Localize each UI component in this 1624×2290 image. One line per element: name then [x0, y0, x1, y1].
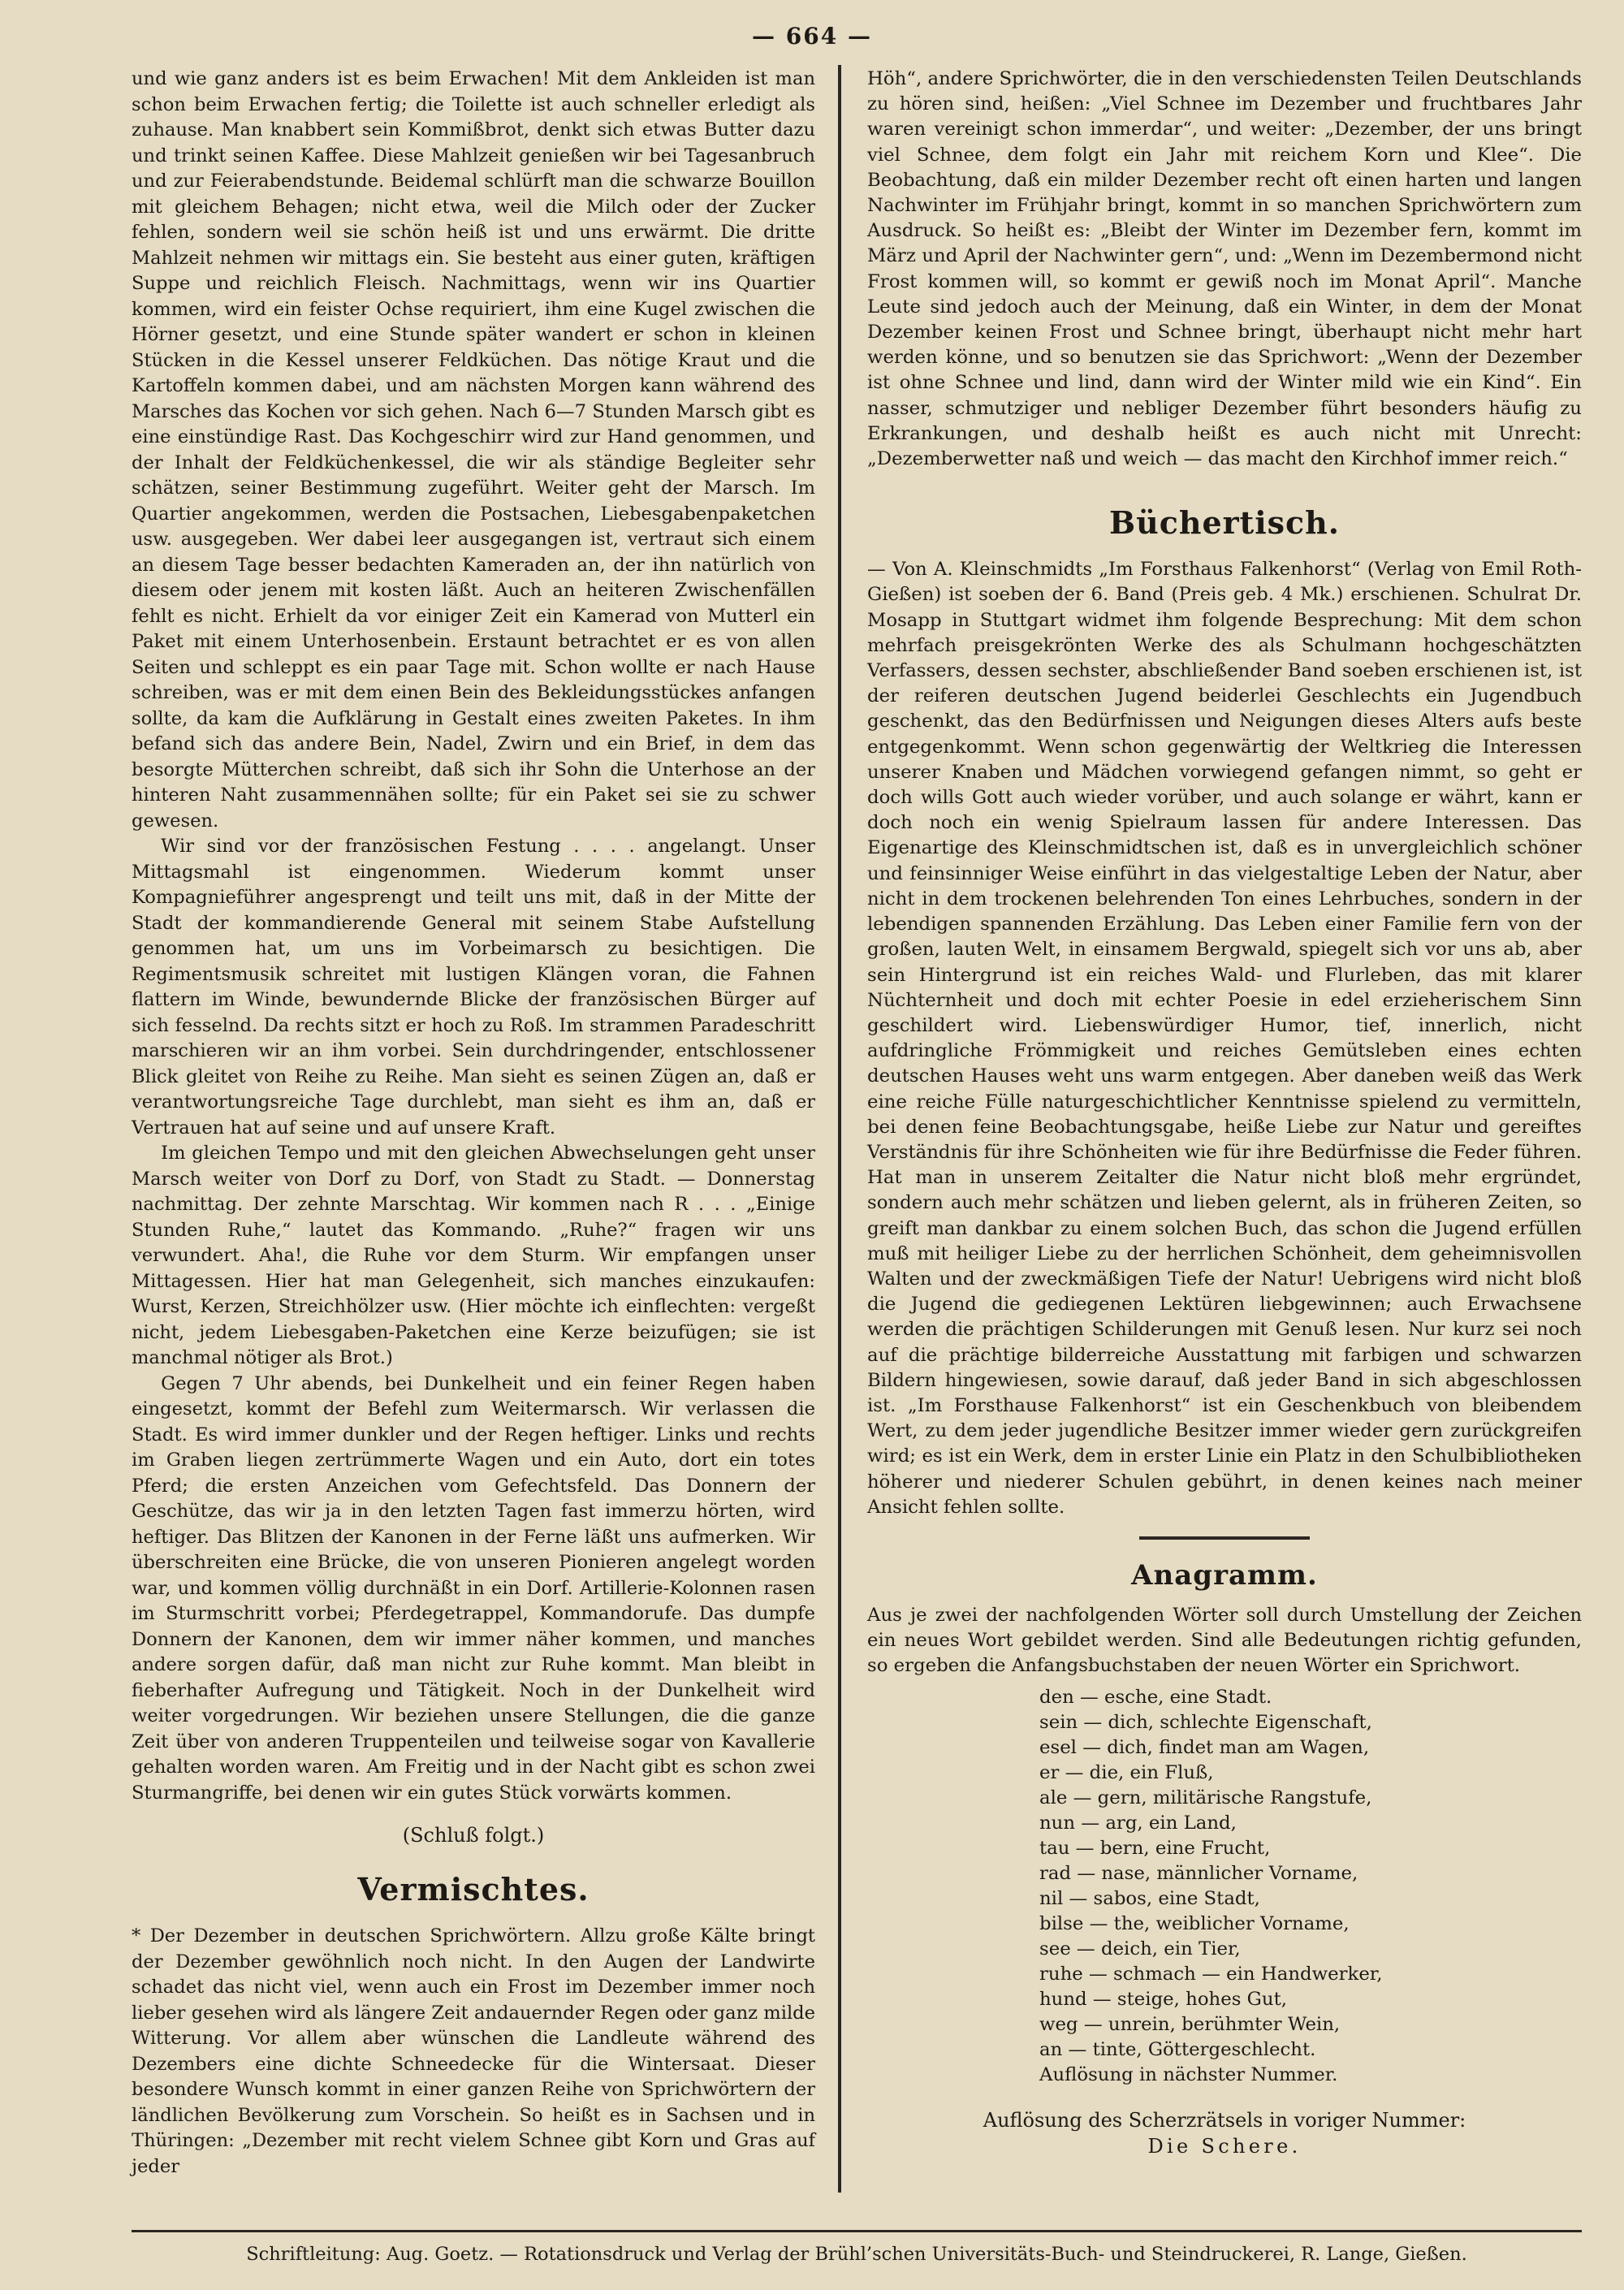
riddle-intro: Aus je zwei der nachfolgenden Wörter soll durch Umstellung der Zeichen ein neues Wort gebildet werden. Sind alle Bedeutungen richtig gefunden, so ergeben die Anfangsbuchstaben der neuen Wörter ein Sprichwort. — [867, 1604, 1582, 1676]
riddle-item: rad — nase, männlicher Vorname, — [1039, 1862, 1358, 1884]
riddle-item: ale — gern, militärische Rangstufe, — [1039, 1787, 1372, 1808]
riddle-item: er — die, ein Fluß, — [1039, 1761, 1214, 1783]
article-paragraph: Im gleichen Tempo und mit den gleichen Abwechselungen geht unser Marsch weiter von Dorf zu Dorf, von Stadt zu Stadt. — Donnerstag nachmittag. Der zehnte Marschtag. Wir kommen nach R . . . „Einige Stunden Ruhe,“ lautet das Kommando. „Ruhe?“ fragen wir uns verwundert. Aha!, die Ruhe vor dem Sturm. Wir empfangen unser Mittagessen. Hier hat man Gelegenheit, sich manches einzukaufen: Wurst, Kerzen, Streichhölzer usw. (Hier möchte ich einflechten: vergeßt nicht, jedem Liebesgaben-Paketchen eine Kerze beizufügen; sie ist manchmal nötiger als Brot.) — [132, 1143, 815, 1368]
section-divider — [1139, 1536, 1310, 1540]
riddle-answer-line: Die Schere. — [1147, 2134, 1302, 2158]
riddle-item: Auflösung in nächster Nummer. — [1039, 2063, 1338, 2085]
riddle-answer — [867, 2107, 1582, 2159]
article-paragraph: Wir sind vor der französischen Festung . . . . angelangt. Unser Mittagsmahl ist eingenommen. Wiederum kommt unser Kompagnieführer angesprengt und teilt uns mit, daß in der Mitte der Stadt der kommandierende General mit seinem Stabe Aufstellung genommen hat, um uns im Vorbeimarsch zu besichtigen. Die Regimentsmusik schreitet mit lustigen Klängen voran, die Fahnen flattern im Winde, bewundernde Blicke der französischen Bürger auf sich fesselnd. Da rechts sitzt er hoch zu Roß. Im strammen Paradeschritt marschieren wir an ihm vorbei. Sein durchdringender, entschlossener Blick gleitet von Reihe zu Reihe. Man sieht es seinen Zügen an, daß er verantwortungsreiche Tage durchlebt, man sieht es ihm an, daß er Vertrauen hat auf seine und auf unsere Kraft. — [132, 836, 815, 1139]
column-divider — [838, 65, 841, 2193]
article-paragraph: Gegen 7 Uhr abends, bei Dunkelheit und ein feiner Regen haben eingesetzt, kommt der Befehl zum Weitermarsch. Wir verlassen die Stadt. Es wird immer dunkler und der Regen heftiger. Links und rechts im Graben liegen zertrümmerte Wagen und ein Auto, dort ein totes Pferd; die ersten Anzeichen vom Gefechtsfeld. Das Donnern der Geschütze, das wir ja in den letzten Tagen fast immerzu hörten, wird heftiger. Das Blitzen der Kanonen in der Ferne läßt uns aufmerken. Wir überschreiten eine Brücke, die von unseren Pionieren angelegt worden war, und kommen völlig durchnäßt in ein Dorf. Artillerie-Kolonnen rasen im Sturmschritt vorbei; Pferdegetrappel, Kommandorufe. Das dumpfe Donnern der Kanonen, dem wir immer näher kommen, und manches andere sorgen dafür, daß man nicht zur Ruhe kommt. Man bleibt in fieberhafter Aufregung und Tätigkeit. Noch in der Dunkelheit wird weiter vorgedrungen. Wir beziehen unsere Stellungen, die die ganze Zeit über von anderen Truppenteilen und teilweise sogar von Kavallerie gehalten worden waren. Am Freitig und in der Nacht gibt es schon zwei Sturmangriffe, bei denen wir ein gutes Stück vorwärts kommen. — [132, 1372, 815, 1804]
to-be-continued-note: (Schluß folgt.) — [402, 1824, 545, 1847]
riddle-item: sein — dich, schlechte Eigenschaft, — [1039, 1711, 1372, 1733]
riddle-item: an — tinte, Göttergeschlecht. — [1039, 2038, 1316, 2060]
riddle-item: see — deich, ein Tier, — [1039, 1938, 1241, 1959]
page-number: — 664 — — [752, 23, 872, 50]
riddle-item: ruhe — schmach — ein Handwerker, — [1039, 1963, 1383, 1985]
imprint: Schriftleitung: Aug. Goetz. — Rotationsdruck und Verlag der Brühl’schen Universitäts-Buch- und Steindruckerei, R. Lange, Gießen. — [132, 2230, 1582, 2265]
left-column — [132, 67, 815, 2180]
section-heading-vermischtes: Vermischtes. — [357, 1871, 590, 1908]
riddle-item: nun — arg, ein Land, — [1039, 1812, 1237, 1834]
section-heading-buechertisch: Büchertisch. — [1108, 504, 1341, 542]
riddle-answer-line: Auflösung des Scherzrätsels in voriger Nummer: — [983, 2108, 1466, 2132]
riddle-item: den — esche, eine Stadt. — [1039, 1686, 1272, 1708]
article-paragraph: Höh“, andere Sprichwörter, die in den verschiedensten Teilen Deutschlands zu hören sind, heißen: „Viel Schnee im Dezember und fruchtbares Jahr waren vereinigt schon immerdar“, und weiter: „Dezember, der uns bringt viel Schnee, dem folgt ein Jahr mit reichem Korn und Klee“. Die Beobachtung, daß ein milder Dezember recht oft einen harten und langen Nachwinter im Frühjahr bringt, kommt in so manchen Sprichwörtern zum Ausdruck. So heißt es: „Bleibt der Winter im Dezember fern, kommt im März und April der Nachwinter gern“, und: „Wenn im Dezembermond nicht Frost kommen will, so kommt er gewiß noch im Monat April“. Manche Leute sind jedoch auch der Meinung, daß ein Winter, in dem der Monat Dezember keinen Frost und Schnee bringt, überhaupt nicht mehr hart werden könne, und so benutzen sie das Sprichwort: „Wenn der Dezember ist ohne Schnee und lind, dann wird der Winter mild wie ein Kind“. Ein nasser, schmutziger und nebliger Dezember führt besonders häufig zu Erkrankungen, und deshalb heißt es auch nicht mit Unrecht: „Dezemberwetter naß und weich — das macht den Kirchhof immer reich.“ — [867, 68, 1582, 470]
riddle-item: nil — sabos, eine Stadt, — [1039, 1887, 1260, 1909]
right-column — [867, 67, 1582, 2159]
riddle-list — [867, 1685, 1582, 2088]
riddle-item: tau — bern, eine Frucht, — [1039, 1837, 1271, 1859]
riddle-item: bilse — the, weiblicher Vorname, — [1039, 1912, 1350, 1934]
riddle-item: esel — dich, findet man am Wagen, — [1039, 1736, 1370, 1758]
riddle-item: weg — unrein, berühmter Wein, — [1039, 2013, 1341, 2035]
section-heading-anagramm: Anagramm. — [1131, 1558, 1318, 1592]
article-paragraph: * Der Dezember in deutschen Sprichwörtern. Allzu große Kälte bringt der Dezember gewöhnlich noch nicht. In den Augen der Landwirte schadet das nicht viel, wenn auch ein Frost im Dezember immer noch lieber gesehen wird als längere Zeit andauernder Regen oder ganz milde Witterung. Vor allem aber wünschen die Landleute während des Dezembers eine dichte Schneedecke für die Wintersaat. Dieser besondere Wunsch kommt in einer ganzen Reihe von Sprichwörtern der ländlichen Bevölkerung zum Vorschein. So heißt es in Sachsen und in Thüringen: „Dezember mit recht vielem Schnee gibt Korn und Gras auf jeder — [132, 1925, 815, 2177]
riddle-item: hund — steige, hohes Gut, — [1039, 1988, 1287, 2010]
book-review-paragraph: — Von A. Kleinschmidts „Im Forsthaus Falkenhorst“ (Verlag von Emil Roth-Gießen) ist soeben der 6. Band (Preis geb. 4 Mk.) erschienen. Schulrat Dr. Mosapp in Stuttgart widmet ihm folgende Besprechung: Mit dem schon mehrfach preisgekrönten Werke des als Schulmann hochgeschätzten Verfassers, dessen sechster, abschließender Band soeben erschienen ist, ist der reiferen deutschen Jugend beiderlei Geschlechts ein Jugendbuch geschenkt, das den Bedürfnissen und Neigungen dieses Alters aufs beste entgegenkommt. Wenn schon gegenwärtig der Weltkrieg die Interessen unserer Knaben und Mädchen vorwiegend gefangen nimmt, so geht er doch wills Gott auch wieder vorüber, und auch solange er währt, kann er doch noch ein wenig Spielraum lassen für andere Interessen. Das Eigenartige des Kleinschmidtschen ist, daß es in unvergleichlich schöner und feinsinniger Weise einführt in das vielgestaltige Leben der Natur, aber nicht in dem trockenen belehrenden Ton eines Lehrbuches, sondern in der lebendigen spannenden Erzählung. Das Leben einer Familie fern von der großen, lauten Welt, in einsamem Bergwald, spiegelt sich vor uns ab, aber sein Hintergrund ist ein reiches Wald- und Flurleben, das mit klarer Nüchternheit und doch mit echter Poesie in edel erzieherischem Sinn geschildert wird. Liebenswürdiger Humor, tief, innerlich, nicht aufdringliche Frömmigkeit und reiches Gemütsleben eines echten deutschen Hauses weht uns warm entgegen. Aber daneben weiß das Werk eine reiche Fülle naturgeschichtlicher Kenntnisse spielend zu vermitteln, bei denen feine Beobachtungsgabe, heiße Liebe zur Natur und gereiftes Verständnis für ihre Schönheiten wie für ihre Bedürfnisse die Feder führen. Hat man in unserem Zeitalter die Natur nicht bloß mehr ergründet, sondern auch mehr schätzen und lieben gelernt, als in früheren Zeiten, so greift man dankbar zu einem solchen Buch, das schon die Jugend erfüllen muß mit heiliger Liebe zu der herrlichen Schönheit, dem geheimnisvollen Walten und der zweckmäßigen Tiefe der Natur! Uebrigens wird nicht bloß die Jugend die gediegenen Lektüren liebgewinnen; auch Erwachsene werden die prächtigen Schilderungen mit Genuß lesen. Nur kurz sei noch auf die prächtige bilderreiche Ausstattung mit farbigen und schwarzen Bildern hingewiesen, sowie darauf, daß jeder Band in sich abgeschlossen ist. „Im Forsthause Falkenhorst“ ist ein Geschenkbuch von bleibendem Wert, zu dem jeder jugendliche Besitzer immer wieder gern zurückgreifen wird; es ist ein Werk, dem in erster Linie ein Platz in den Schulbibliotheken höherer und niederer Schulen gebührt, in denen keines nach meiner Ansicht fehlen sollte. — [867, 559, 1582, 1518]
article-paragraph: und wie ganz anders ist es beim Erwachen! Mit dem Ankleiden ist man schon beim Erwachen fertig; die Toilette ist auch schneller erledigt als zuhause. Man knabbert sein Kommißbrot, denkt sich etwas Butter dazu und trinkt seinen Kaffee. Diese Mahlzeit genießen wir bei Tagesanbruch und zur Feierabendstunde. Beidemal schlürft man die schwarze Bouillon mit gleichem Behagen; nicht etwa, weil die Milch oder der Zucker fehlen, sondern weil sie schön heiß ist und uns erwärmt. Die dritte Mahlzeit nehmen wir mittags ein. Sie besteht aus einer guten, kräftigen Suppe und reichlich Fleisch. Nachmittags, wenn wir ins Quartier kommen, wird ein feister Ochse requiriert, ihm eine Kugel zwischen die Hörner gesetzt, und eine Stunde später wandert er schon in kleinen Stücken in die Kessel unserer Feldküchen. Das nötige Kraut und die Kartoffeln kommen dabei, und am nächsten Morgen kann während des Marsches das Kochen vor sich gehen. Nach 6—7 Stunden Marsch gibt es eine einstündige Rast. Das Kochgeschirr wird zur Hand genommen, und der Inhalt der Feldküchenkessel, die wir als ständige Begleiter sehr schätzen, seiner Bestimmung zugeführt. Weiter geht der Marsch. Im Quartier angekommen, werden die Postsachen, Liebesgabenpaketchen usw. ausgegeben. Wer dabei leer ausgegangen ist, vertraut sich einem an diesem Tage besser bedachten Kameraden an, der ihn natürlich von diesem oder jenem mit kosten läßt. Auch an heiteren Zwischenfällen fehlt es nicht. Erhielt da vor einiger Zeit ein Kamerad von Mutterl ein Paket mit einem Unterhosenbein. Erstaunt betrachtet er es von allen Seiten und schleppt es ein paar Tage mit. Schon wollte er nach Hause schreiben, was er mit dem einen Bein des Bekleidungsstückes anfangen sollte, da kam die Aufklärung in Gestalt eines zweiten Paketes. In ihm befand sich das andere Bein, Nadel, Zwirn und ein Brief, in dem das besorgte Mütterchen schreibt, daß sich ihr Sohn die Unterhose an der hinteren Naht zusammennähen sollte; für ein Paket sei sie zu schwer gewesen. — [132, 68, 815, 832]
